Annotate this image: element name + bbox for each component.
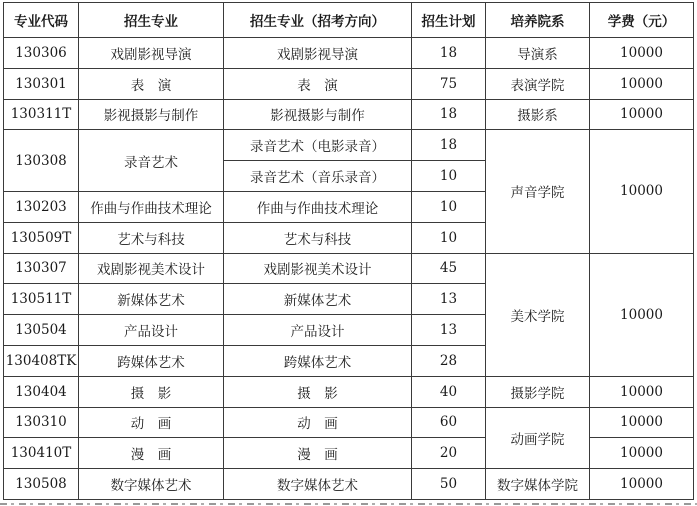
cell-major: 漫 画 [79, 438, 224, 469]
cell-plan: 13 [412, 315, 486, 346]
cell-fee: 10000 [590, 407, 694, 438]
table-row [4, 469, 694, 500]
cell-fee: 10000 [590, 99, 694, 130]
cell-fee: 10000 [590, 469, 694, 500]
cell-plan: 45 [412, 253, 486, 284]
cell-fee: 10000 [590, 376, 694, 407]
header-fee: 学费（元） [590, 3, 694, 38]
cell-code: 130301 [4, 68, 79, 99]
cell-major: 数字媒体艺术 [79, 469, 224, 500]
cell-plan: 13 [412, 284, 486, 315]
cell-plan: 28 [412, 345, 486, 376]
cell-major: 表 演 [79, 68, 224, 99]
cell-fee: 10000 [590, 130, 694, 253]
cell-direction: 跨媒体艺术 [224, 345, 412, 376]
cell-direction: 戏剧影视美术设计 [224, 253, 412, 284]
cell-college: 摄影系 [486, 99, 590, 130]
cell-fee: 10000 [590, 68, 694, 99]
table-row [4, 38, 694, 69]
cell-major: 影视摄影与制作 [79, 99, 224, 130]
cell-code: 130509T [4, 222, 79, 253]
cell-plan: 18 [412, 99, 486, 130]
cell-college: 导演系 [486, 38, 590, 69]
cell-major: 跨媒体艺术 [79, 345, 224, 376]
table-row [4, 438, 694, 469]
header-major: 招生专业 [79, 3, 224, 38]
cell-fee: 10000 [590, 438, 694, 469]
cell-major: 艺术与科技 [79, 222, 224, 253]
cell-college: 声音学院 [486, 130, 590, 253]
cell-direction: 摄 影 [224, 376, 412, 407]
header-plan: 招生计划 [412, 3, 486, 38]
cell-fee: 10000 [590, 38, 694, 69]
table-row [4, 253, 694, 284]
cropped-text-line [0, 502, 697, 506]
table-row [4, 407, 694, 438]
cell-code: 130504 [4, 315, 79, 346]
cell-college: 美术学院 [486, 253, 590, 376]
cell-code: 130203 [4, 191, 79, 222]
cell-plan: 50 [412, 469, 486, 500]
cell-major: 产品设计 [79, 315, 224, 346]
cell-code: 130408TK [4, 345, 79, 376]
table-row [4, 68, 694, 99]
cell-direction: 作曲与作曲技术理论 [224, 191, 412, 222]
cell-plan: 18 [412, 130, 486, 161]
header-code: 专业代码 [4, 3, 79, 38]
cell-direction: 录音艺术（音乐录音） [224, 161, 412, 192]
table-row [4, 376, 694, 407]
cell-code: 130307 [4, 253, 79, 284]
cell-plan: 75 [412, 68, 486, 99]
cell-direction: 影视摄影与制作 [224, 99, 412, 130]
cell-code: 130404 [4, 376, 79, 407]
cell-direction: 戏剧影视导演 [224, 38, 412, 69]
header-college: 培养院系 [486, 3, 590, 38]
cell-direction: 艺术与科技 [224, 222, 412, 253]
cell-code: 130508 [4, 469, 79, 500]
cell-plan: 18 [412, 38, 486, 69]
table-header-row [4, 3, 694, 38]
cell-college: 数字媒体学院 [486, 469, 590, 500]
cell-direction: 表 演 [224, 68, 412, 99]
cell-code: 130511T [4, 284, 79, 315]
cell-college: 摄影学院 [486, 376, 590, 407]
cell-direction: 产品设计 [224, 315, 412, 346]
cell-direction: 漫 画 [224, 438, 412, 469]
cell-code: 130310 [4, 407, 79, 438]
table-row [4, 130, 694, 161]
header-direction: 招生专业（招考方向） [224, 3, 412, 38]
cell-plan: 40 [412, 376, 486, 407]
cell-code: 130311T [4, 99, 79, 130]
cell-plan: 10 [412, 191, 486, 222]
cell-plan: 10 [412, 161, 486, 192]
cell-direction: 新媒体艺术 [224, 284, 412, 315]
table-row [4, 99, 694, 130]
cell-code: 130410T [4, 438, 79, 469]
cell-college: 动画学院 [486, 407, 590, 469]
cell-code: 130308 [4, 130, 79, 192]
cell-college: 表演学院 [486, 68, 590, 99]
cell-major: 作曲与作曲技术理论 [79, 191, 224, 222]
cell-fee: 10000 [590, 253, 694, 376]
cell-major: 戏剧影视美术设计 [79, 253, 224, 284]
cell-direction: 动 画 [224, 407, 412, 438]
cell-code: 130306 [4, 38, 79, 69]
cell-major: 戏剧影视导演 [79, 38, 224, 69]
cell-major: 动 画 [79, 407, 224, 438]
cell-major: 摄 影 [79, 376, 224, 407]
cell-direction: 数字媒体艺术 [224, 469, 412, 500]
cell-plan: 10 [412, 222, 486, 253]
cell-major: 新媒体艺术 [79, 284, 224, 315]
cell-direction: 录音艺术（电影录音） [224, 130, 412, 161]
cell-plan: 60 [412, 407, 486, 438]
cell-plan: 20 [412, 438, 486, 469]
cell-major: 录音艺术 [79, 130, 224, 192]
enrollment-plan-table [3, 2, 694, 500]
